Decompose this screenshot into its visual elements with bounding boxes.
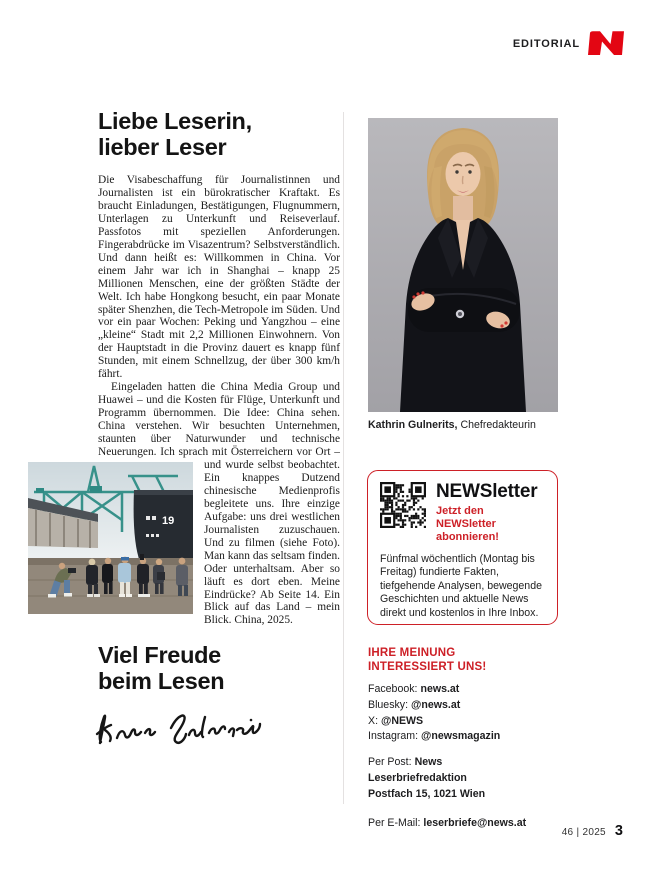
column-divider bbox=[343, 112, 344, 804]
postal-address: Per Post: News Leserbriefredaktion Postfach 15, 1021 Wien bbox=[368, 756, 486, 800]
editorial-column bbox=[98, 108, 340, 764]
news-n-logo-icon bbox=[588, 31, 625, 56]
paragraph-2: Eingeladen hatten die China Media Group und Huawei – und die Kosten für Flüge, Unterkunft und Programm übernommen. Die Idee: China sehen. China verstehen. Wir besuchten Unternehmen, staunten über Naturwunder und technische Neuerungen. Ich sprach mit Österreichern vor Ort – und wurde selbst beobachtet. 19 Ein knappes Dutzend chinesische Medienprofis begleitete uns. Ihre einzige Aufgabe: uns drei westlichen Journalisten zuzuschauen. Und zu filmen (siehe Foto). Man kann das seltsam finden. Oder unterhaltsam. Aber so läuft es dort eben. Meine Eindrücke? Ab Seite 14. Ein Blick auf das Land – mein Blick. China, 2025. bbox=[98, 381, 340, 627]
channel-facebook: Facebook: news.at bbox=[368, 683, 460, 695]
header-brand bbox=[513, 31, 625, 56]
newsletter-cta: Jetzt den NEWSletter abonnieren! bbox=[436, 505, 499, 543]
paragraph-1: Die Visabeschaffung für Journalistinnen und Journalisten ist ein bürokratischer Kraftakt. Es braucht Einladungen, Bestätigungen, Flugnummern, Unterlagen zu Unterkunft und Reiseverlauf. Passfotos mit speziellen Anforderungen. Fingerabdrücke im Visazentrum? Selbstverständlich. Und dann heißt es: Willkommen in China. Vor einem Jahr war ich in Shanghai – knapp 25 Millionen Menschen, eine der größten Städte der Welt. Ich habe Hongkong besucht, ein paar Monate später Shenzhen, die Tech-Metropole im Süden. Und vor ein paar Wochen: Peking und Yangzhou – eine „kleine“ Stadt mit 2,2 Millionen Einwohnern. Von der Hauptstadt in die Provinz dauert es knapp fünf Stunden, mit einem Schnellzug, der über 300 km/h fährt. bbox=[98, 174, 340, 381]
page-number: 3 bbox=[614, 823, 623, 839]
newsletter-description: Fünfmal wöchentlich (Montag bis Freitag) fundierte Fakten, tiefgehende Analysen, bewegende Geschichten und aktuelle News direkt und kostenlos in Ihre Inbox. bbox=[380, 553, 542, 619]
closing-title: Viel Freude beim Lesen bbox=[98, 642, 225, 695]
channel-bluesky: Bluesky: @news.at bbox=[368, 698, 461, 711]
signature-image bbox=[93, 703, 340, 764]
ship-hull-number: 19 bbox=[162, 514, 175, 527]
chief-editor-portrait bbox=[368, 118, 558, 412]
portrait-caption bbox=[368, 419, 563, 432]
feedback-section bbox=[368, 647, 568, 831]
qr-code bbox=[380, 482, 426, 528]
channel-instagram: Instagram: @newsmagazin bbox=[368, 730, 501, 743]
newsletter-title: NEWSletter bbox=[436, 481, 538, 502]
port-photo bbox=[28, 462, 193, 614]
newsletter-box bbox=[367, 470, 558, 625]
caption-name: Kathrin Gulnerits, bbox=[368, 419, 458, 431]
editorial-body bbox=[98, 174, 340, 627]
caption-role: Chefredakteurin bbox=[460, 419, 536, 431]
issue-number: 46 | 2025 bbox=[561, 827, 606, 838]
email-address: Per E-Mail: leserbriefe@news.at bbox=[368, 816, 527, 829]
page-footer bbox=[562, 823, 623, 839]
feedback-heading: IHRE MEINUNG INTERESSIERT UNS! bbox=[368, 647, 487, 673]
editorial-tag: EDITORIAL bbox=[512, 37, 580, 50]
channel-x: X: @NEWS bbox=[368, 714, 424, 727]
page-title: Liebe Leserin, lieber Leser bbox=[98, 108, 252, 160]
